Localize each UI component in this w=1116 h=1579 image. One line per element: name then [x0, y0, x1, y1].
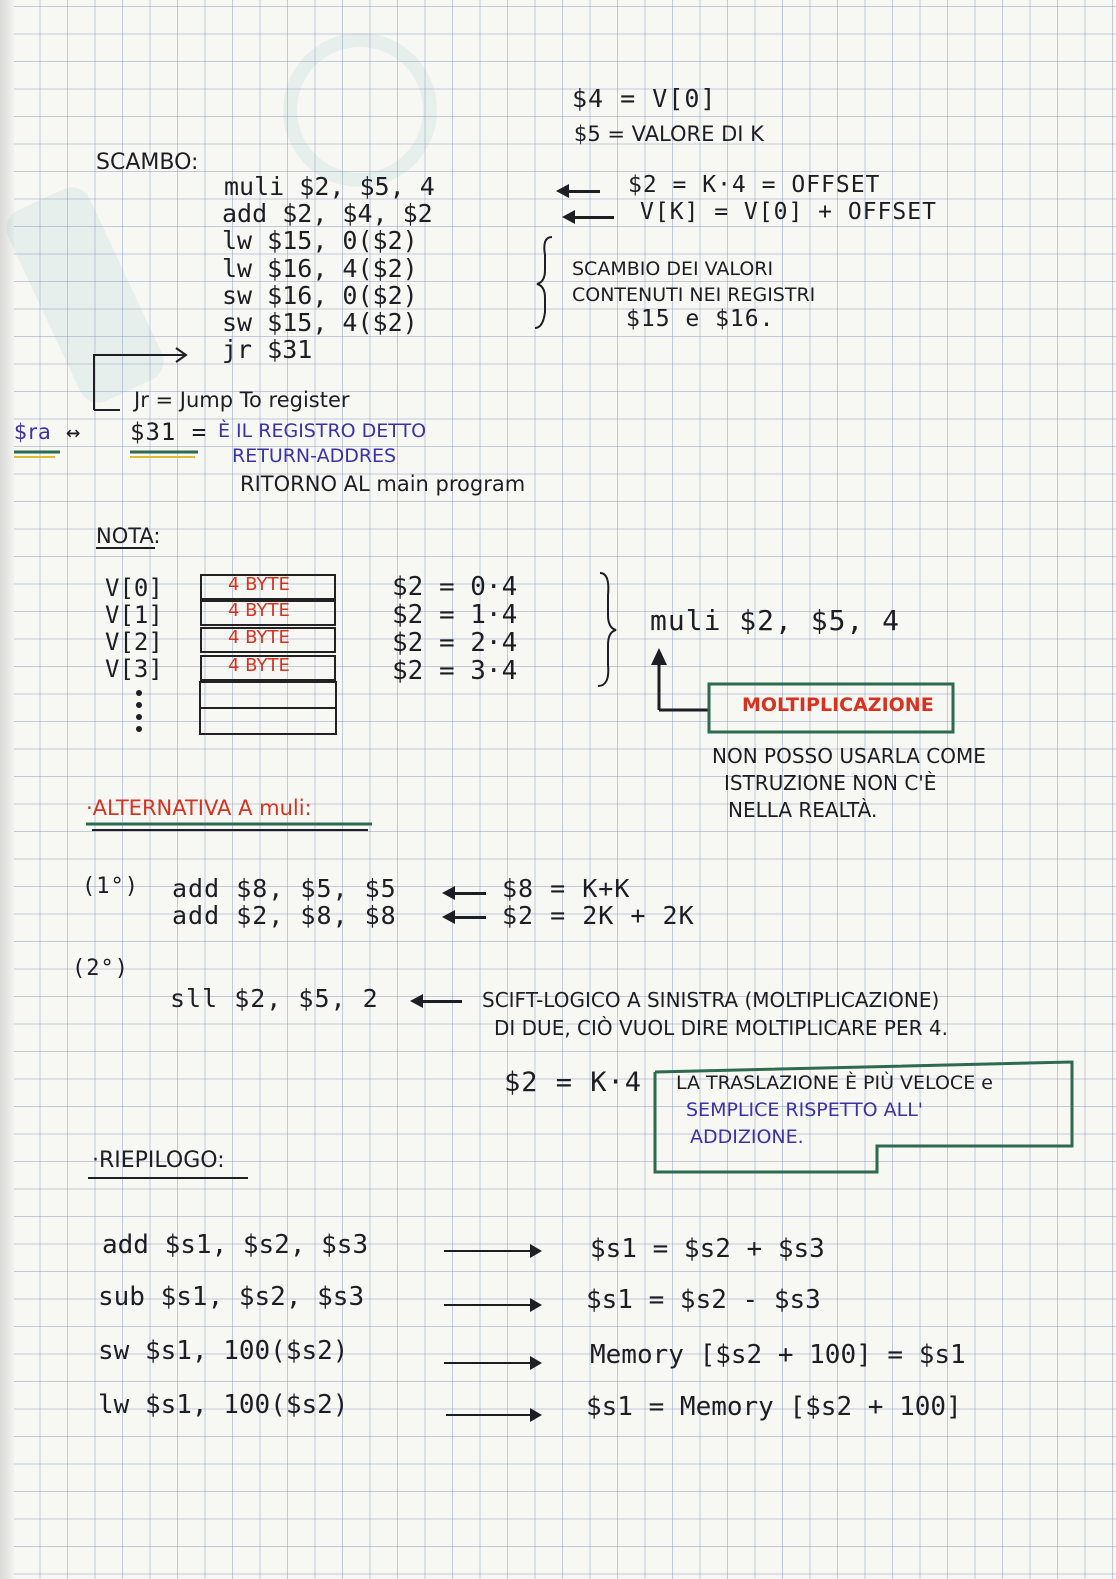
riepilogo-title: ·RIEPILOGO: — [92, 1148, 225, 1173]
ra-label: $ra — [14, 420, 52, 444]
alternativa-title: ·ALTERNATIVA A muli: — [86, 796, 312, 820]
warning-3: NELLA REALTÀ. — [728, 798, 878, 822]
calc-2: $2 = 2·4 — [392, 628, 518, 658]
summary-result-sub: $s1 = $s2 - $s3 — [586, 1285, 821, 1315]
ra-desc-2: RETURN-ADDRES — [232, 445, 397, 467]
code-line-muli: muli $2, $5, 4 — [224, 172, 435, 201]
step1-note-2: $2 = 2K + 2K — [502, 901, 695, 930]
step1-note-1: $8 = K+K — [502, 874, 631, 903]
arrow-offset — [560, 190, 600, 193]
step2-note-1: SCIFT-LOGICO A SINISTRA (MOLTIPLICAZIONE) — [482, 988, 940, 1012]
v3-label: V[3] — [105, 655, 163, 683]
step2-note-2: DI DUE, CIÒ VUOL DIRE MOLTIPLICARE PER 4. — [494, 1016, 948, 1040]
memory-cell-1: 4 BYTE — [200, 600, 336, 626]
calc-0: $2 = 0·4 — [392, 572, 518, 602]
summary-result-sw: Memory [$s2 + 100] = $s1 — [590, 1340, 966, 1370]
v0-label: V[0] — [105, 574, 163, 602]
arrow-vk — [566, 216, 614, 219]
code-line-sw-15: sw $15, 4($2) — [222, 308, 418, 337]
memory-cell-0: 4 BYTE — [200, 574, 336, 600]
summary-result-lw: $s1 = Memory [$s2 + 100] — [586, 1392, 962, 1422]
code-line-add: add $2, $4, $2 — [222, 199, 433, 228]
box-note-3: ADDIZIONE. — [690, 1126, 804, 1148]
jr-note: Jr = Jump To register — [134, 388, 350, 412]
step1-line-1: add $8, $5, $5 — [172, 874, 397, 903]
memory-cell-3: 4 BYTE — [200, 655, 336, 681]
step1-line-2: add $2, $8, $8 — [172, 901, 397, 930]
memory-cell-2: 4 BYTE — [200, 627, 336, 653]
note-vk: V[K] = V[0] + OFFSET — [640, 199, 937, 225]
moltiplicazione-label: MOLTIPLICAZIONE — [742, 694, 934, 716]
brace-note-2: CONTENUTI NEI REGISTRI — [572, 284, 816, 306]
v2-label: V[2] — [105, 628, 163, 656]
brace-note-3: $15 e $16. — [626, 306, 775, 332]
code-line-lw-16: lw $16, 4($2) — [222, 254, 418, 283]
arrow-step1-a — [446, 892, 486, 895]
summary-instr-add: add $s1, $s2, $s3 — [102, 1230, 369, 1260]
code-line-sw-16: sw $16, 0($2) — [222, 281, 418, 310]
summary-arrow-lw — [446, 1414, 540, 1416]
arrow-step1-b — [446, 916, 486, 919]
note-offset: $2 = K·4 = OFFSET — [628, 172, 881, 198]
summary-instr-sub: sub $s1, $s2, $s3 — [98, 1282, 365, 1312]
arrow-step2 — [414, 1000, 462, 1003]
v1-label: V[1] — [105, 601, 163, 629]
step2-instr: sll $2, $5, 2 — [170, 984, 379, 1013]
warning-1: NON POSSO USARLA COME — [712, 744, 986, 768]
calc-1: $2 = 1·4 — [392, 600, 518, 630]
def-k: $5 = VALORE DI K — [574, 122, 764, 146]
summary-arrow-sub — [444, 1304, 540, 1306]
summary-instr-sw: sw $s1, 100($s2) — [98, 1336, 349, 1366]
summary-arrow-sw — [444, 1362, 540, 1364]
ra-return: RITORNO AL main program — [240, 472, 526, 496]
def-v0: $4 = V[0] — [572, 84, 717, 113]
summary-arrow-add — [444, 1250, 540, 1252]
code-line-lw-15: lw $15, 0($2) — [222, 226, 418, 255]
nota-title: NOTA: — [96, 524, 161, 548]
summary-result-add: $s1 = $s2 + $s3 — [590, 1234, 825, 1264]
step1-label: (1°) — [82, 874, 139, 899]
box-note-1: LA TRASLAZIONE È PIÙ VELOCE e — [676, 1072, 993, 1094]
summary-instr-lw: lw $s1, 100($s2) — [98, 1390, 349, 1420]
ra-register: $31 = — [130, 418, 208, 446]
calc-3: $2 = 3·4 — [392, 656, 518, 686]
ra-desc-1: È IL REGISTRO DETTO — [218, 420, 427, 442]
warning-2: ISTRUZIONE NON C'È — [724, 771, 937, 795]
scambio-title: SCAMBO: — [96, 150, 199, 175]
ra-arrow: ↔ — [66, 418, 82, 446]
code-line-jr: jr $31 — [222, 335, 313, 364]
step2-label: (2°) — [72, 956, 129, 981]
brace-note-1: SCAMBIO DEI VALORI — [572, 258, 774, 280]
step2-result: $2 = K·4 — [504, 1067, 643, 1098]
box-note-2: SEMPLICE RISPETTO ALL' — [686, 1099, 924, 1121]
nota-instr: muli $2, $5, 4 — [650, 604, 901, 637]
